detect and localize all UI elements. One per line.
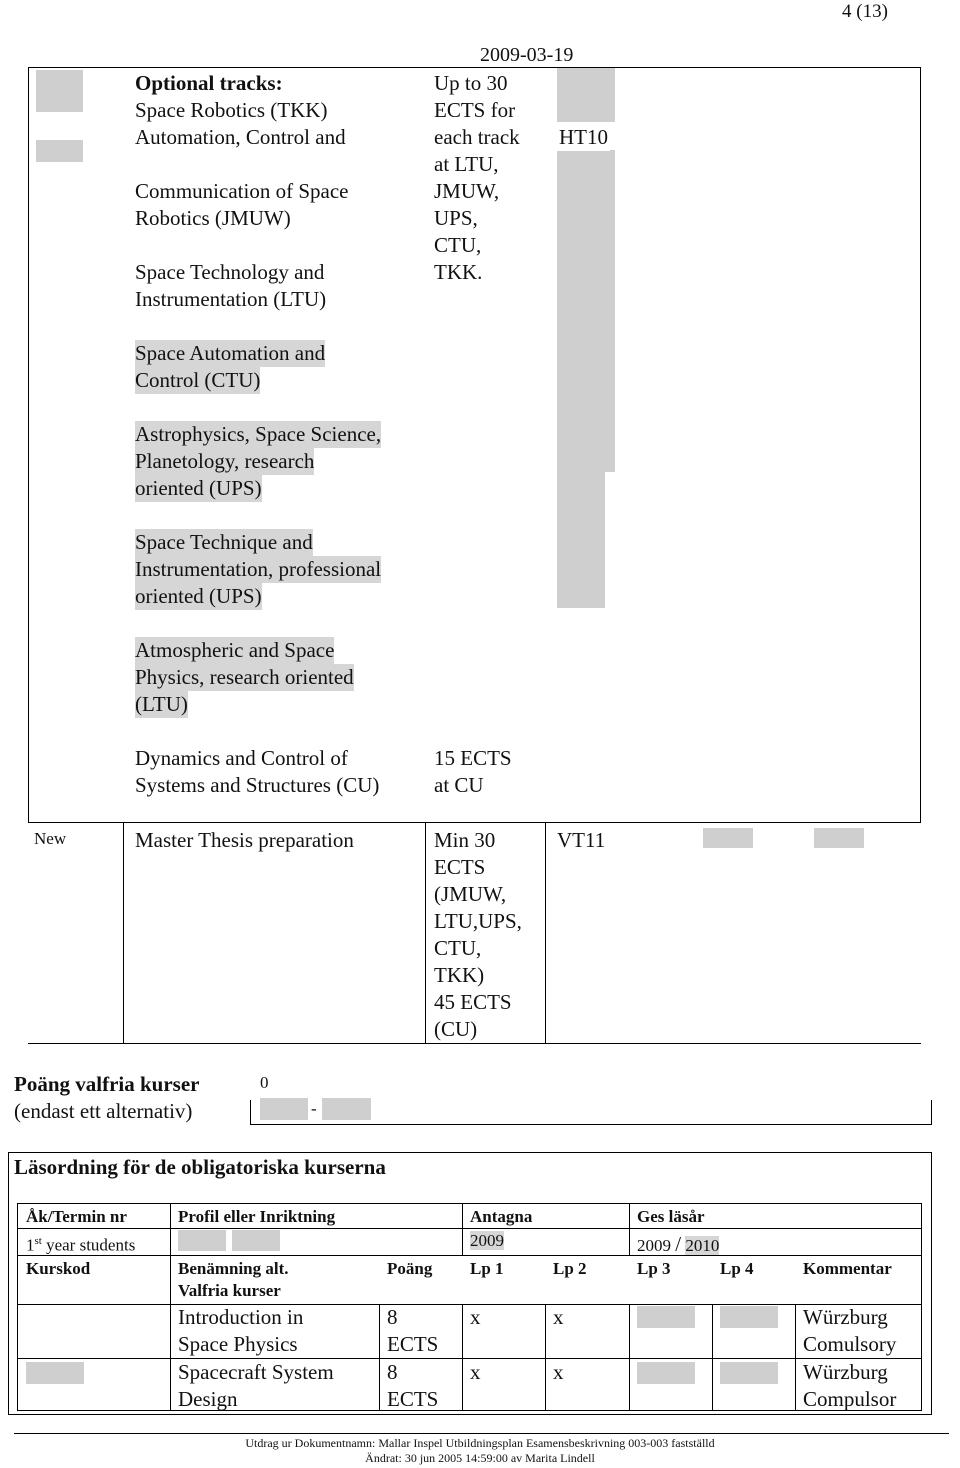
redacted-block [232, 1230, 280, 1251]
course-lp2-mark: x [553, 1305, 564, 1329]
track-line: (LTU) [135, 692, 188, 716]
thesis-ects-line: (CU) [434, 1017, 478, 1041]
track-line: Dynamics and Control of [135, 746, 348, 770]
track-line: Systems and Structures (CU) [135, 773, 380, 797]
course-points: 8 [387, 1360, 398, 1384]
points-label: Poäng valfria kurser [14, 1072, 200, 1096]
col-name: Benämning alt. [178, 1259, 289, 1278]
redacted-block [36, 70, 83, 112]
redacted-block [557, 150, 615, 472]
points-dash: - [311, 1099, 317, 1118]
students-label: 1st year students [26, 1235, 136, 1255]
track-line: Space Technology and [135, 260, 325, 284]
col-code: Kurskod [26, 1259, 91, 1278]
course-comment: Würzburg [803, 1360, 888, 1384]
thesis-status: New [34, 829, 67, 848]
thesis-ects-line: (JMUW, [434, 882, 507, 906]
footer-line2: Ändrat: 30 jun 2005 14:59:00 av Marita Lindell [365, 1451, 595, 1465]
thesis-term: VT11 [557, 828, 606, 852]
cu-ects-line: 15 ECTS [434, 746, 512, 770]
track-line: Atmospheric and Space [135, 638, 335, 662]
admitted-year: 2009 [470, 1231, 504, 1250]
ects-line: ECTS for [434, 98, 516, 122]
thesis-ects-line: ECTS [434, 855, 486, 879]
col-points: Poäng [387, 1259, 433, 1278]
footer-line1: Utdrag ur Dokumentnamn: Mallar Inspel Utbildningsplan Esamensbeskrivning 003-003 fastställd [245, 1436, 715, 1450]
redacted-block [178, 1230, 226, 1251]
redacted-block [814, 828, 864, 848]
col-lp4: Lp 4 [720, 1259, 754, 1278]
col-comment: Kommentar [803, 1259, 892, 1278]
course-name: Spacecraft System [178, 1360, 334, 1384]
tracks-heading: Optional tracks: [135, 71, 283, 95]
col-profile: Profil eller Inriktning [178, 1207, 336, 1226]
course-points-unit: ECTS [387, 1332, 439, 1356]
thesis-ects-line: LTU,UPS, [434, 909, 522, 933]
track-line: Instrumentation, professional [135, 557, 382, 581]
redacted-block [26, 1362, 84, 1384]
redacted-block [637, 1306, 695, 1328]
ects-line: UPS, [434, 206, 478, 230]
course-lp1-mark: x [470, 1305, 481, 1329]
ects-line: at LTU, [434, 152, 499, 176]
col-name-sub: Valfria kurser [178, 1281, 281, 1300]
redacted-block [557, 472, 605, 608]
track-line: Space Automation and [135, 341, 326, 365]
redacted-block [637, 1362, 695, 1384]
track-line: Space Robotics (TKK) [135, 98, 328, 122]
thesis-ects-line: Min 30 [434, 828, 496, 852]
redacted-block [260, 1098, 308, 1120]
col-lp1: Lp 1 [470, 1259, 504, 1278]
ects-line: TKK. [434, 260, 483, 284]
redacted-block [720, 1306, 778, 1328]
thesis-name: Master Thesis preparation [135, 828, 354, 852]
document-date: 2009-03-19 [480, 44, 574, 66]
track-line: oriented (UPS) [135, 476, 262, 500]
ects-line: JMUW, [434, 179, 500, 203]
col-admitted: Antagna [470, 1207, 533, 1226]
redacted-block [36, 140, 83, 162]
course-lp1-mark: x [470, 1360, 481, 1384]
track-line: oriented (UPS) [135, 584, 262, 608]
course-name: Introduction in [178, 1305, 304, 1329]
course-name-line2: Design [178, 1387, 238, 1411]
track-line: Robotics (JMUW) [135, 206, 291, 230]
course-points-unit: ECTS [387, 1387, 439, 1411]
track-line: Automation, Control and [135, 125, 346, 149]
top-rule [28, 67, 921, 68]
track-line: Communication of Space [135, 179, 349, 203]
academic-year-value: 2009 / 2010 [637, 1232, 720, 1256]
redacted-block [322, 1098, 371, 1120]
track-line: Control (CTU) [135, 368, 261, 392]
cu-ects-line: at CU [434, 773, 484, 797]
points-value: 0 [260, 1073, 269, 1092]
track-line: Physics, research oriented [135, 665, 354, 689]
course-comment-line2: Compulsor [803, 1387, 897, 1411]
track-line: Planetology, research [135, 449, 315, 473]
ects-line: CTU, [434, 233, 482, 257]
ects-line: Up to 30 [434, 71, 508, 95]
thesis-ects-line: 45 ECTS [434, 990, 512, 1014]
footer-rule [14, 1433, 949, 1434]
track-line: Astrophysics, Space Science, [135, 422, 382, 446]
redacted-block [557, 68, 615, 122]
track-line: Instrumentation (LTU) [135, 287, 327, 311]
course-lp2-mark: x [553, 1360, 564, 1384]
term-value: HT10 [559, 125, 608, 149]
course-points: 8 [387, 1305, 398, 1329]
course-name-line2: Space Physics [178, 1332, 298, 1356]
track-line: Space Technique and [135, 530, 313, 554]
ects-line: each track [434, 125, 520, 149]
redacted-block [703, 828, 753, 848]
order-heading: Läsordning för de obligatoriska kurserna [14, 1155, 386, 1179]
col-lp2: Lp 2 [553, 1259, 587, 1278]
course-comment-line2: Comulsory [803, 1332, 897, 1356]
col-academic-year: Ges läsår [637, 1207, 705, 1226]
col-year-term: Åk/Termin nr [26, 1207, 127, 1226]
points-sublabel: (endast ett alternativ) [14, 1099, 193, 1123]
redacted-block [720, 1362, 778, 1384]
thesis-ects-line: TKK) [434, 963, 485, 987]
course-comment: Würzburg [803, 1305, 888, 1329]
thesis-ects-line: CTU, [434, 936, 482, 960]
col-lp3: Lp 3 [637, 1259, 671, 1278]
page-number: 4 (13) [842, 1, 888, 22]
